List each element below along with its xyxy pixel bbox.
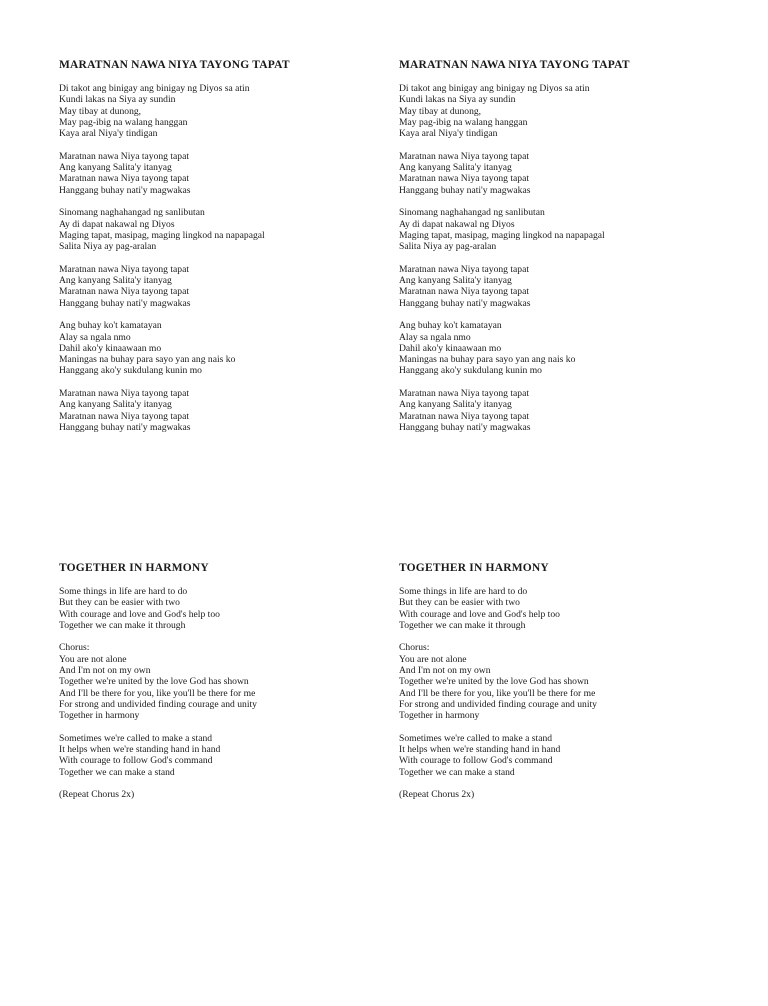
lyric-line: Salita Niya ay pag-aralan: [59, 241, 157, 253]
lyric-line: Together we can make a stand: [59, 766, 175, 778]
lyric-line: Ang buhay ko't kamatayan: [399, 320, 502, 332]
lyric-line: May tibay at dunong,: [59, 105, 142, 117]
lyric-line: Some things in life are hard to do: [59, 586, 188, 597]
lyric-line: Hanggang buhay nati'y magwakas: [59, 421, 191, 433]
lyric-line: With courage to follow God's command: [399, 755, 553, 767]
lyric-line: Kaya aral Niya'y tindigan: [59, 128, 158, 140]
lyric-line: May tibay at dunong,: [399, 105, 482, 117]
stanza: [59, 320, 359, 376]
lyric-line: Some things in life are hard to do: [399, 586, 528, 597]
lyric-line: Dahil ako'y kinaawaan mo: [59, 342, 162, 354]
lyric-line: Together we can make it through: [59, 619, 186, 631]
lyric-line: Hanggang buhay nati'y magwakas: [399, 184, 531, 196]
lyric-line: Together in harmony: [399, 710, 480, 722]
lyric-line: Di takot ang binigay ang binigay ng Diyos sa atin: [59, 83, 250, 94]
lyric-line: Sometimes we're called to make a stand: [59, 732, 213, 744]
lyric-line: Maratnan nawa Niya tayong tapat: [399, 410, 529, 422]
lyric-line: Maningas na buhay para sayo yan ang nais ko: [59, 354, 236, 366]
lyric-line: It helps when we're standing hand in hand: [399, 744, 561, 756]
song-title: MARATNAN NAWA NIYA TAYONG TAPAT: [59, 59, 290, 71]
lyric-line: Together in harmony: [59, 710, 140, 722]
lyric-line: Alay sa ngala nmo: [59, 331, 131, 343]
stanza: [59, 733, 359, 778]
song-title: MARATNAN NAWA NIYA TAYONG TAPAT: [399, 59, 630, 71]
song-block-together-left: [59, 561, 359, 812]
lyric-line: Hanggang ako'y sukdulang kunin mo: [399, 365, 542, 377]
stanza: [399, 733, 699, 778]
lyric-line: And I'm not on my own: [59, 665, 151, 677]
lyric-line: You are not alone: [59, 653, 127, 665]
lyric-line: For strong and undivided finding courage and unity: [59, 698, 257, 710]
lyric-line: Hanggang ako'y sukdulang kunin mo: [59, 365, 202, 377]
song-title: TOGETHER IN HARMONY: [59, 562, 209, 574]
lyric-line: Maratnan nawa Niya tayong tapat: [399, 286, 529, 298]
lyric-line: (Repeat Chorus 2x): [59, 789, 135, 801]
lyric-line: Chorus:: [59, 642, 90, 654]
stanza: [59, 789, 359, 800]
song-block-maratnan-right: [399, 58, 699, 445]
lyric-line: Hanggang buhay nati'y magwakas: [399, 421, 531, 433]
lyric-line: Together we're united by the love God has shown: [59, 676, 249, 688]
lyric-line: Maningas na buhay para sayo yan ang nais ko: [399, 354, 576, 366]
stanza: [399, 207, 699, 252]
lyric-line: Together we can make it through: [399, 619, 526, 631]
stanza: [59, 388, 359, 433]
lyric-line: Together we're united by the love God has shown: [399, 676, 589, 688]
lyric-line: Sinomang naghahangad ng sanlibutan: [59, 207, 205, 219]
lyric-line: Ang kanyang Salita'y itanyag: [399, 275, 512, 287]
lyric-line: Salita Niya ay pag-aralan: [399, 241, 497, 253]
lyric-line: It helps when we're standing hand in hand: [59, 744, 221, 756]
stanza: [59, 207, 359, 252]
lyric-line: With courage to follow God's command: [59, 755, 213, 767]
lyric-line: Maging tapat, masipag, maging lingkod na napapagal: [59, 229, 265, 241]
lyric-line: Ang kanyang Salita'y itanyag: [59, 275, 172, 287]
lyric-line: Maratnan nawa Niya tayong tapat: [59, 263, 189, 275]
stanza: [59, 642, 359, 721]
stanza: [399, 151, 699, 196]
lyric-line: You are not alone: [399, 653, 467, 665]
lyric-line: With courage and love and God's help too: [399, 608, 560, 620]
stanza: [399, 586, 699, 631]
stanza: [399, 388, 699, 433]
lyric-line: Maratnan nawa Niya tayong tapat: [399, 388, 529, 400]
lyric-line: Ang kanyang Salita'y itanyag: [399, 399, 512, 411]
stanza: [399, 642, 699, 721]
lyric-line: And I'll be there for you, like you'll be there for me: [59, 687, 256, 699]
song-block-together-right: [399, 561, 699, 812]
stanza: [399, 789, 699, 800]
lyric-line: Alay sa ngala nmo: [399, 331, 471, 343]
stanza: [59, 586, 359, 631]
song-title: TOGETHER IN HARMONY: [399, 562, 549, 574]
lyric-line: May pag-ibig na walang hanggan: [399, 116, 528, 128]
lyric-line: Chorus:: [399, 642, 430, 654]
stanza: [59, 264, 359, 309]
lyric-line: Maratnan nawa Niya tayong tapat: [59, 173, 189, 185]
lyric-line: Dahil ako'y kinaawaan mo: [399, 342, 502, 354]
lyric-line: Maratnan nawa Niya tayong tapat: [59, 410, 189, 422]
lyric-line: Ang kanyang Salita'y itanyag: [59, 399, 172, 411]
lyric-line: Sinomang naghahangad ng sanlibutan: [399, 207, 545, 219]
song-block-maratnan-left: [59, 58, 359, 445]
lyric-line: And I'm not on my own: [399, 665, 491, 677]
lyric-line: Maratnan nawa Niya tayong tapat: [399, 150, 529, 162]
lyric-line: Ay di dapat nakawal ng Diyos: [59, 218, 175, 230]
lyric-line: Ang kanyang Salita'y itanyag: [59, 162, 172, 174]
lyric-line: (Repeat Chorus 2x): [399, 789, 475, 801]
lyric-line: With courage and love and God's help too: [59, 608, 220, 620]
lyric-line: Kaya aral Niya'y tindigan: [399, 128, 498, 140]
lyric-line: Maratnan nawa Niya tayong tapat: [59, 286, 189, 298]
lyric-line: For strong and undivided finding courage and unity: [399, 698, 597, 710]
stanza: [59, 83, 359, 139]
lyric-line: Hanggang buhay nati'y magwakas: [59, 297, 191, 309]
lyric-line: Di takot ang binigay ang binigay ng Diyos sa atin: [399, 83, 590, 94]
lyric-line: Ay di dapat nakawal ng Diyos: [399, 218, 515, 230]
lyric-line: Kundi lakas na Siya ay sundin: [59, 94, 176, 106]
stanza: [399, 264, 699, 309]
lyric-line: Ang kanyang Salita'y itanyag: [399, 162, 512, 174]
stanza: [399, 320, 699, 376]
lyric-line: Maging tapat, masipag, maging lingkod na napapagal: [399, 229, 605, 241]
lyric-line: But they can be easier with two: [399, 597, 520, 609]
lyric-line: Hanggang buhay nati'y magwakas: [59, 184, 191, 196]
lyric-line: Maratnan nawa Niya tayong tapat: [59, 150, 189, 162]
lyric-line: Kundi lakas na Siya ay sundin: [399, 94, 516, 106]
lyric-line: May pag-ibig na walang hanggan: [59, 116, 188, 128]
stanza: [399, 83, 699, 139]
stanza: [59, 151, 359, 196]
lyric-line: Sometimes we're called to make a stand: [399, 732, 553, 744]
lyric-line: Hanggang buhay nati'y magwakas: [399, 297, 531, 309]
lyric-line: But they can be easier with two: [59, 597, 180, 609]
lyric-line: Maratnan nawa Niya tayong tapat: [399, 263, 529, 275]
lyric-line: Maratnan nawa Niya tayong tapat: [399, 173, 529, 185]
lyric-line: And I'll be there for you, like you'll be there for me: [399, 687, 596, 699]
lyric-line: Together we can make a stand: [399, 766, 515, 778]
lyric-line: Ang buhay ko't kamatayan: [59, 320, 162, 332]
lyric-line: Maratnan nawa Niya tayong tapat: [59, 388, 189, 400]
